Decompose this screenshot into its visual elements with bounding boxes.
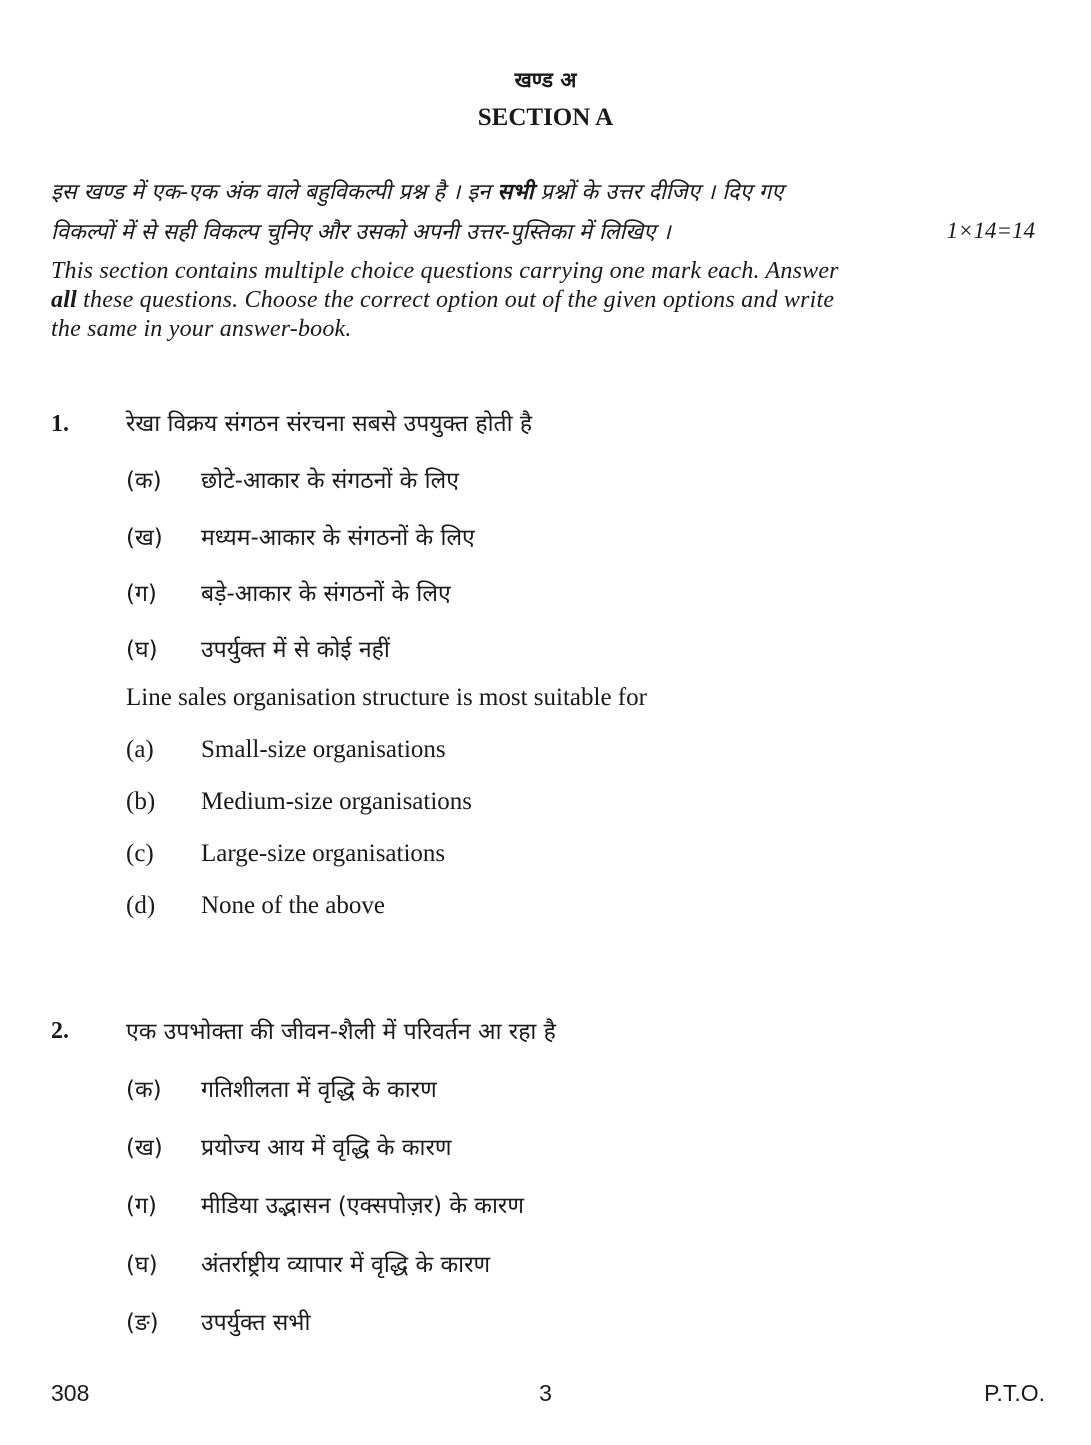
instructions-hindi-text: इस खण्ड में एक-एक अंक वाले बहुविकल्पी प्रश्न है । इन — [51, 180, 498, 205]
option-text-hindi: प्रयोज्य आय में वृद्धि के कारण — [201, 1135, 452, 1161]
option-text-hindi: गतिशीलता में वृद्धि के कारण — [201, 1077, 437, 1103]
question-text-hindi: रेखा विक्रय संगठन संरचना सबसे उपयुक्त होती है — [126, 411, 533, 437]
option-text-hindi: अंतर्राष्ट्रीय व्यापार में वृद्धि के कारण — [201, 1252, 491, 1278]
option-text-english: None of the above — [201, 892, 385, 919]
section-title-english: SECTION A — [477, 104, 614, 131]
option-text-english: Small-size organisations — [201, 736, 446, 763]
option-label: (ग) — [126, 581, 157, 607]
instructions-hindi-text: प्रश्नों के उत्तर दीजिए । दिए गए — [533, 180, 784, 205]
option-label: (d) — [126, 892, 156, 919]
instructions-english-line-2 — [51, 287, 834, 314]
instructions-english-line-1: This section contains multiple choice questions carrying one mark each. Answer — [51, 258, 839, 284]
instructions-hindi-line-1 — [51, 176, 783, 206]
option-label: (a) — [126, 736, 154, 763]
question-text-hindi: एक उपभोक्ता की जीवन-शैली में परिवर्तन आ रहा है — [126, 1019, 556, 1045]
section-title-hindi: खण्ड अ — [514, 68, 577, 92]
question-text-english: Line sales organisation structure is most suitable for — [126, 684, 647, 711]
option-label: (घ) — [126, 1252, 158, 1278]
option-text-hindi: मीडिया उद्भासन (एक्सपोज़र) के कारण — [201, 1193, 524, 1219]
option-text-hindi: उपर्युक्त में से कोई नहीं — [201, 637, 390, 663]
option-label: (क) — [126, 468, 162, 494]
option-text-english: Large-size organisations — [201, 840, 446, 867]
instructions-english-line-3: the same in your answer-book. — [51, 316, 352, 342]
option-text-hindi: छोटे-आकार के संगठनों के लिए — [201, 468, 459, 494]
option-label: (घ) — [126, 637, 158, 663]
instructions-english-emphasis: all — [51, 287, 77, 313]
option-text-hindi: मध्यम-आकार के संगठनों के लिए — [201, 525, 475, 551]
page-number: 3 — [539, 1380, 552, 1406]
marks-allocation: 1×14=14 — [946, 218, 1035, 243]
instructions-hindi-line-2: विकल्पों में से सही विकल्प चुनिए और उसको अपनी उत्तर-पुस्तिका में लिखिए । — [51, 220, 671, 245]
paper-code: 308 — [51, 1380, 90, 1406]
option-label: (क) — [126, 1077, 162, 1103]
option-label: (ग) — [126, 1193, 157, 1219]
option-label: (ख) — [126, 525, 163, 551]
instructions-english-text: these questions. Choose the correct option out of the given options and write — [76, 287, 835, 313]
option-label: (ख) — [126, 1135, 163, 1161]
option-label: (c) — [126, 840, 154, 867]
question-number: 2. — [51, 1018, 69, 1044]
please-turn-over: P.T.O. — [984, 1380, 1045, 1406]
instructions-hindi-emphasis: सभी — [497, 180, 534, 205]
option-text-hindi: उपर्युक्त सभी — [201, 1310, 311, 1336]
question-number: 1. — [51, 411, 69, 437]
option-label: (b) — [126, 788, 156, 815]
option-text-hindi: बड़े-आकार के संगठनों के लिए — [201, 581, 451, 607]
option-text-english: Medium-size organisations — [201, 788, 473, 815]
option-label: (ङ) — [126, 1310, 159, 1336]
